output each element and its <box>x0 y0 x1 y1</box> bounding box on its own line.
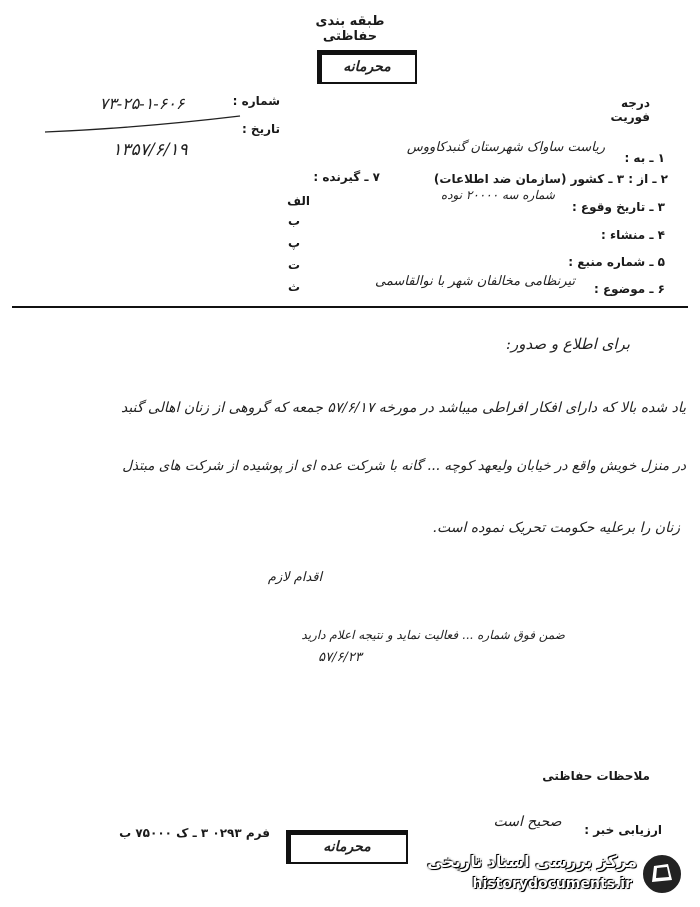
body-line-1: یاد شده بالا که دارای افکار افراطی میباشد در مورخه ۵۷/۶/۱۷ جمعه که گروهی از زنان اهالی گنبد <box>120 400 686 416</box>
classification-title: طبقه بندی حفاظتی <box>315 14 385 44</box>
header-divider <box>12 306 688 308</box>
receiver-item: الف <box>287 194 310 208</box>
date-occurrence-value: شماره سه ۲۰۰۰۰ نوده <box>440 188 555 202</box>
receiver-item: ث <box>287 280 300 294</box>
date-occurrence-label: ۳ ـ تاریخ وقوع : <box>571 200 665 214</box>
classification-stamp-top <box>317 50 417 84</box>
classification-stamp-text: محرمانه <box>343 59 391 75</box>
number-value: ۷۳-۲۵-۱-۶۰۶ <box>99 94 185 113</box>
number-label: شماره : <box>232 94 280 108</box>
urgency-label: درجه فوریت <box>610 96 650 124</box>
evaluation-label: ارزیابی خبر : <box>584 823 662 837</box>
origin-label: ۴ ـ منشاء : <box>601 228 665 242</box>
classification-stamp-bottom <box>286 830 408 864</box>
classification-stamp-bottom-text: محرمانه <box>323 839 371 855</box>
to-value: ریاست ساواک شهرستان گنبدکاووس <box>406 140 605 155</box>
form-number: فرم ۰۲۹۳ ۳ ـ ک ۷۵۰۰۰ ب <box>119 826 270 840</box>
remarks-label: ملاحظات حفاظتی <box>542 769 650 783</box>
source-number-label: ۵ ـ شماره منبع : <box>568 255 665 269</box>
note-date: ۵۷/۶/۲۳ <box>318 650 362 665</box>
body-line-2: در منزل خویش واقع در خیابان ولیعهد کوچه ... گانه با شرکت عده ای از پوشیده از شرکت های مبتذل <box>122 458 686 474</box>
receiver-item: پ <box>287 236 300 250</box>
body-line-3: زنان را برعلیه حکومت تحریک نموده است. <box>432 520 680 536</box>
watermark-url: historydocuments.ir <box>472 876 632 892</box>
receiver-item: ب <box>287 214 300 228</box>
note-line: ضمن فوق شماره ... فعالیت نماید و نتیجه اعلام دارید <box>301 628 565 642</box>
date-value: ۱۳۵۷/۶/۱۹ <box>112 140 188 160</box>
date-label: تاریخ : <box>241 122 280 136</box>
evaluation-value: صحیح است <box>493 814 562 830</box>
subject-value: تیرنظامی مخالفان شهر با نوالقاسمی <box>375 274 575 289</box>
handwritten-underline <box>40 108 250 138</box>
to-label: ۱ ـ به : <box>624 151 665 165</box>
from-label: ۲ ـ از : ۳ ـ کشور (سازمان ضد اطلاعات) <box>433 172 668 186</box>
body-salutation: برای اطلاع و صدور: <box>505 335 630 353</box>
subject-label: ۶ ـ موضوع : <box>593 282 665 296</box>
watermark-org-name: مرکز بررسی اسناد تاریخی <box>427 852 637 871</box>
note-top: اقدام لازم <box>267 570 323 585</box>
document-folder-logo-icon <box>640 852 684 896</box>
receiver-item: ت <box>287 258 300 272</box>
receivers-label: ۷ ـ گیرنده : <box>313 170 380 184</box>
